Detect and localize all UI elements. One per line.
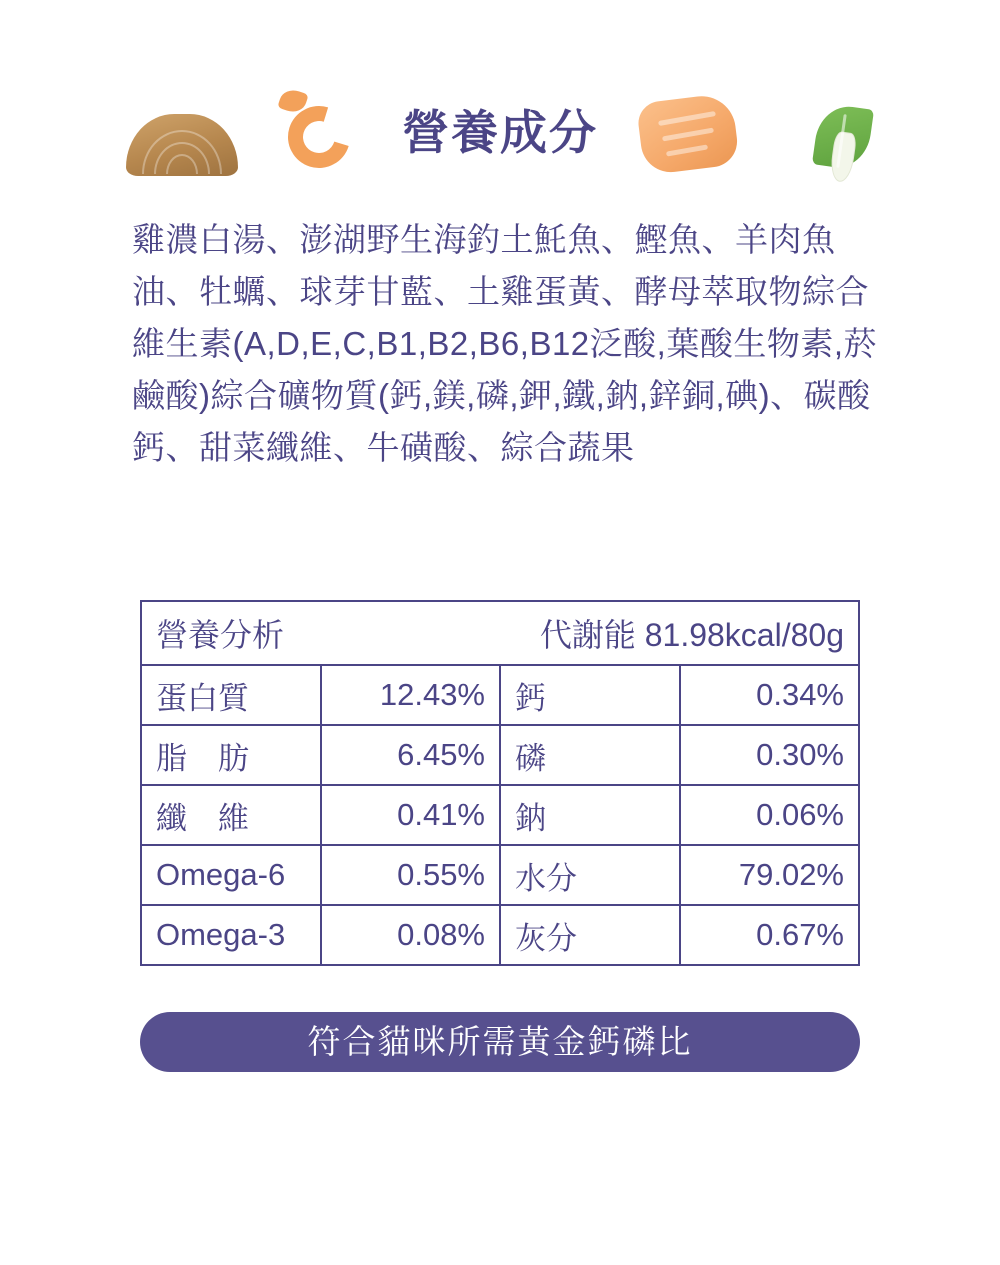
row-value-right: 79.02% <box>680 845 860 905</box>
row-label-right: 鈣 <box>500 665 680 725</box>
row-value-left: 0.55% <box>321 845 501 905</box>
row-value-left: 6.45% <box>321 725 501 785</box>
row-label-left: Omega-3 <box>141 905 321 965</box>
row-value-right: 0.06% <box>680 785 860 845</box>
salmon-icon <box>640 98 736 180</box>
metabolizable-energy-value: 代謝能 81.98kcal/80g <box>500 601 859 665</box>
table-row <box>141 785 859 845</box>
row-label-right: 鈉 <box>500 785 680 845</box>
row-label-left: Omega-6 <box>141 845 321 905</box>
table-row <box>141 665 859 725</box>
golden-ratio-banner: 符合貓咪所需黃金鈣磷比 <box>140 1012 860 1072</box>
table-header-row <box>141 601 859 665</box>
row-value-right: 0.34% <box>680 665 860 725</box>
row-label-right: 水分 <box>500 845 680 905</box>
ingredients-text: 雞濃白湯、澎湖野生海釣土魠魚、鰹魚、羊肉魚油、牡蠣、球芽甘藍、土雞蛋黃、酵母萃取物綜合維生素(A,D,E,C,B1,B2,B6,B12泛酸,葉酸生物素,菸鹼酸)綜合礦物質(鈣,鎂,磷,鉀,鐵,鈉,鋅銅,碘)、碳酸鈣、甜菜纖維、牛磺酸、綜合蔬果 <box>132 221 877 466</box>
row-label-right: 磷 <box>500 725 680 785</box>
nutrition-analysis-table <box>140 600 860 966</box>
table-row <box>141 725 859 785</box>
row-value-left: 0.41% <box>321 785 501 845</box>
table-row <box>141 905 859 965</box>
table-row <box>141 845 859 905</box>
row-value-right: 0.30% <box>680 725 860 785</box>
row-value-left: 12.43% <box>321 665 501 725</box>
row-label-right: 灰分 <box>500 905 680 965</box>
row-value-left: 0.08% <box>321 905 501 965</box>
row-label-left: 蛋白質 <box>141 665 321 725</box>
row-label-left: 脂 肪 <box>141 725 321 785</box>
row-value-right: 0.67% <box>680 905 860 965</box>
header <box>0 78 1000 188</box>
row-label-left: 纖 維 <box>141 785 321 845</box>
cabbage-leaf-icon <box>806 106 880 184</box>
table-header-label: 營養分析 <box>141 601 500 665</box>
page-title: 營養成分 <box>402 106 598 159</box>
